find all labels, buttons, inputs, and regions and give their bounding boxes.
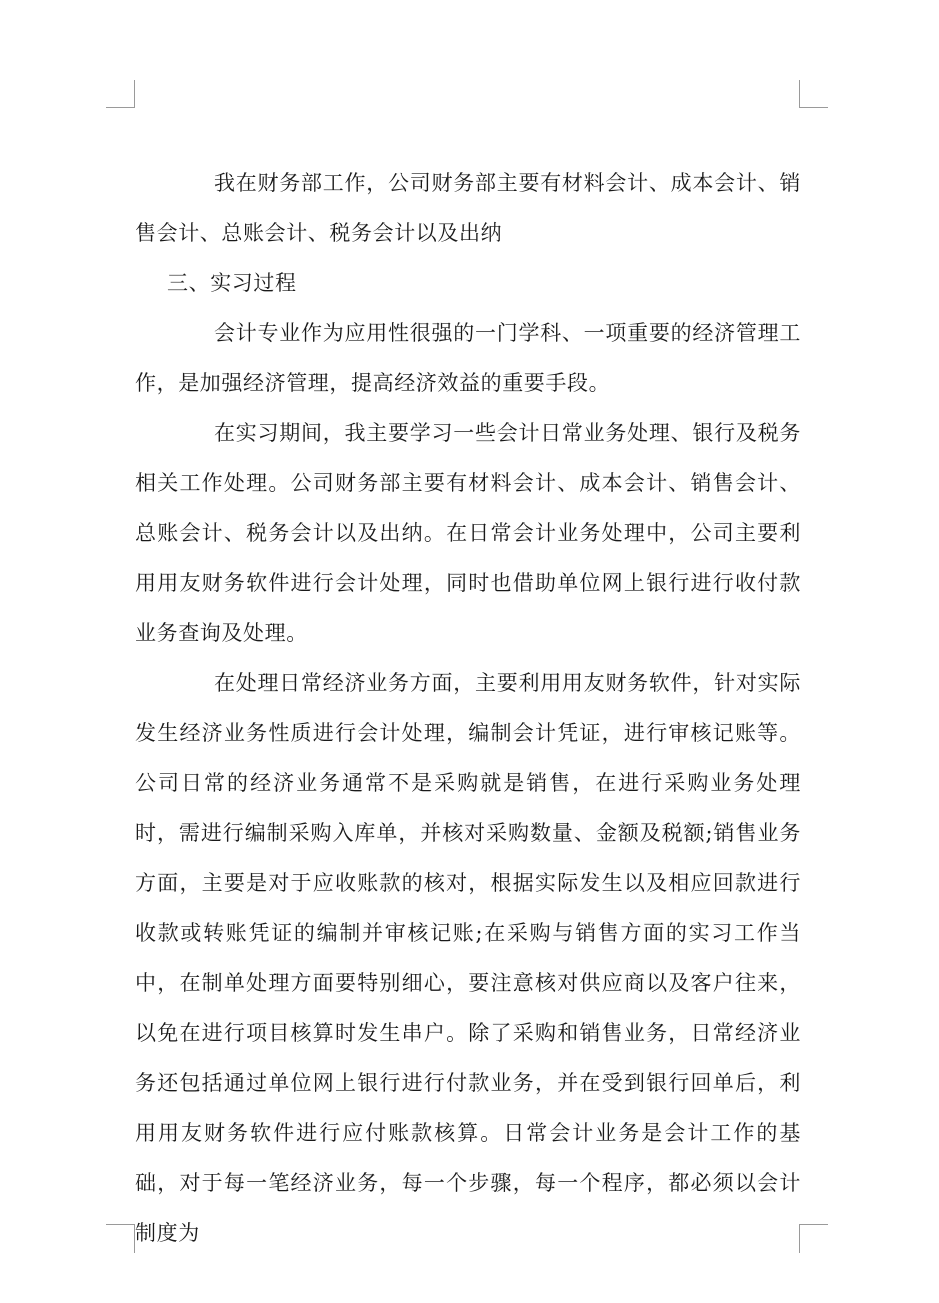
section-heading: 三、实习过程 bbox=[167, 271, 297, 295]
crop-mark-top-right bbox=[799, 80, 828, 108]
crop-mark-bottom-right bbox=[799, 1224, 828, 1253]
crop-mark-bottom-left bbox=[106, 1224, 135, 1253]
paragraph-accounting-major: 会计专业作为应用性很强的一门学科、一项重要的经济管理工作，是加强经济管理，提高经济效益的重要手段。 bbox=[135, 321, 801, 395]
document-body bbox=[135, 158, 801, 1258]
crop-mark-top-left bbox=[106, 80, 135, 108]
paragraph-finance-department: 我在财务部工作，公司财务部主要有材料会计、成本会计、销售会计、总账会计、税务会计以及出纳 bbox=[135, 171, 801, 245]
paragraph-internship-period: 在实习期间，我主要学习一些会计日常业务处理、银行及税务相关工作处理。公司财务部主要有材料会计、成本会计、销售会计、总账会计、税务会计以及出纳。在日常会计业务处理中，公司主要利用用友财务软件进行会计处理，同时也借助单位网上银行进行收付款业务查询及处理。 bbox=[135, 421, 801, 645]
paragraph-daily-business: 在处理日常经济业务方面，主要利用用友财务软件，针对实际发生经济业务性质进行会计处理，编制会计凭证，进行审核记账等。公司日常的经济业务通常不是采购就是销售，在进行采购业务处理时，需进行编制采购入库单，并核对采购数量、金额及税额;销售业务方面，主要是对于应收账款的核对，根据实际发生以及相应回款进行收款或转账凭证的编制并审核记账;在采购与销售方面的实习工作当中，在制单处理方面要特别细心，要注意核对供应商以及客户往来，以免在进行项目核算时发生串户。除了采购和销售业务，日常经济业务还包括通过单位网上银行进行付款业务，并在受到银行回单后，利用用友财务软件进行应付账款核算。日常会计业务是会计工作的基础，对于每一笔经济业务，每一个步骤，每一个程序，都必须以会计制度为 bbox=[135, 671, 801, 1245]
